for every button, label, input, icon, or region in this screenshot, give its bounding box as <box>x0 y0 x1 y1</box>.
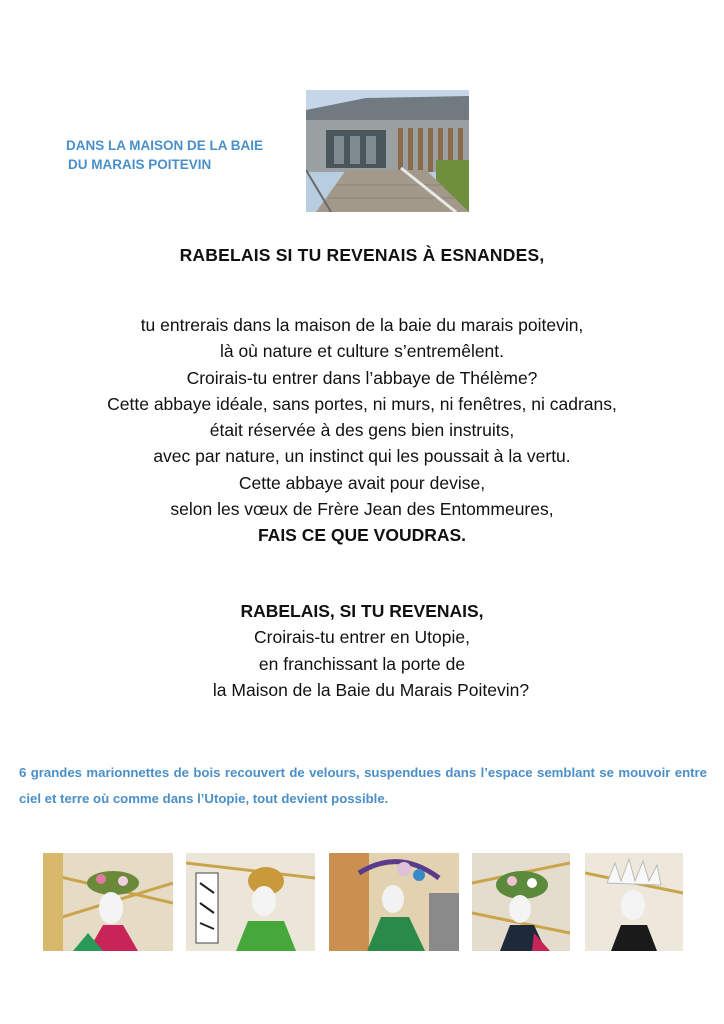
poem-stanza-2 <box>0 598 724 703</box>
page-title: RABELAIS SI TU REVENAIS À ESNANDES, <box>179 245 545 265</box>
poem-line: Croirais-tu entrer dans l’abbaye de Thélème? <box>186 367 538 388</box>
building-photo <box>306 90 469 212</box>
header-caption-line2: DU MARAIS POITEVIN <box>68 157 212 172</box>
puppet-photo-4 <box>472 853 570 951</box>
puppet-photo-5 <box>585 853 683 951</box>
poem-line: selon les vœux de Frère Jean des Entommeures, <box>170 499 554 520</box>
header-caption-line1: DANS LA MAISON DE LA BAIE <box>66 138 264 153</box>
puppet-photo-3 <box>329 853 459 951</box>
poem-line: Cette abbaye idéale, sans portes, ni murs, ni fenêtres, ni cadrans, <box>107 393 617 414</box>
puppet-photo-2 <box>186 853 315 951</box>
poem-line: était réservée à des gens bien instruits, <box>209 420 515 441</box>
puppet-photo-1 <box>43 853 173 951</box>
poem-motto: FAIS CE QUE VOUDRAS. <box>257 525 467 546</box>
poem-stanza-1 <box>0 312 724 549</box>
stanza-heading: RABELAIS, SI TU REVENAIS, <box>240 601 484 621</box>
poem-line: tu entrerais dans la maison de la baie du marais poitevin, <box>140 315 584 335</box>
poem-line: Croirais-tu entrer en Utopie, <box>254 627 470 648</box>
puppets-caption: 6 grandes marionnettes de bois recouvert de velours, suspendues dans l’espace semblant se mouvoir entre ciel et terre où comme dans l’Utopie, tout devient possible. <box>19 765 707 806</box>
poem-line: la Maison de la Baie du Marais Poitevin? <box>212 679 530 700</box>
poem-line: là où nature et culture s’entremêlent. <box>219 341 505 362</box>
header-caption <box>66 136 296 174</box>
poem-line: avec par nature, un instinct qui les poussait à la vertu. <box>153 446 571 467</box>
poem-line: Cette abbaye avait pour devise, <box>238 472 486 493</box>
poem-line: en franchissant la porte de <box>258 653 466 674</box>
